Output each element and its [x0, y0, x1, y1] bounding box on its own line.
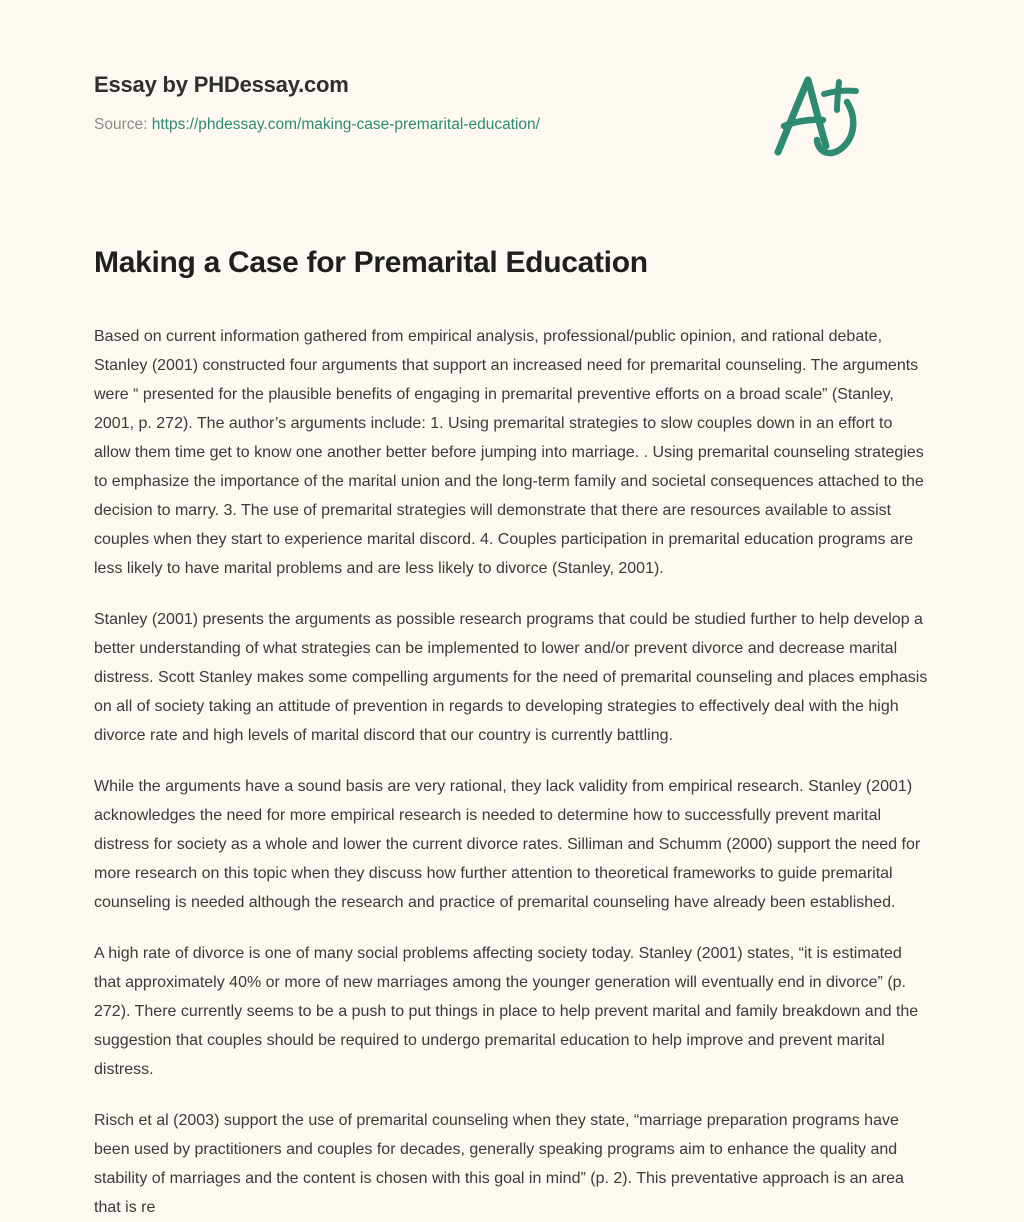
essay-body: [0, 322, 1024, 1222]
page-title: Making a Case for Premarital Education: [94, 246, 648, 279]
source-url-link[interactable]: https://phdessay.com/making-case-premarital-education/: [151, 116, 540, 134]
source-label: Source:: [94, 116, 148, 134]
essay-paragraph: Based on current information gathered from empirical analysis, professional/public opinion, and rational debate, Stanley (2001) constructed four arguments that support an increased need for premarital counseling. The arguments were “ presented for the plausible benefits of engaging in premarital preventive efforts on a broad scale” (Stanley, 2001, p. 272). The author’s arguments include: 1. Using premarital strategies to slow couples down in an effort to allow them time get to know one another better before jumping into marriage. . Using premarital counseling strategies to emphasize the importance of the marital union and the long-term family and societal consequences attached to the decision to marry. 3. The use of premarital strategies will demonstrate that there are resources available to assist couples when they start to experience marital discord. 4. Couples participation in premarital education programs are less likely to have marital problems and are less likely to divorce (Stanley, 2001).: [94, 327, 924, 577]
essay-paragraph: Risch et al (2003) support the use of premarital counseling when they state, “marriage preparation programs have been used by practitioners and couples for decades, generally speaking programs aim to enhance the quality and stability of marriages and the content is chosen with this goal in mind” (p. 2). This preventative approach is an area that is re: [94, 1111, 904, 1216]
header-left-group: [94, 72, 540, 135]
essay-paragraph: Stanley (2001) presents the arguments as possible research programs that could be studied further to help develop a better understanding of what strategies can be implemented to lower and/or prevent divorce and decrease marital distress. Scott Stanley makes some compelling arguments for the need of premarital counseling and places emphasis on all of society taking an attitude of prevention in regards to developing strategies to effectively deal with the high divorce rate and high levels of marital discord that our country is currently battling.: [94, 610, 928, 744]
page-header: [0, 0, 1024, 168]
essay-paragraph: While the arguments have a sound basis are very rational, they lack validity from empirical research. Stanley (2001) acknowledges the need for more empirical research is needed to determine how to successfully prevent marital distress for society as a whole and lower the current divorce rates. Silliman and Schumm (2000) support the need for more research on this topic when they discuss how further attention to theoretical frameworks to guide premarital counseling is needed although the research and practice of premarital counseling have already been established.: [94, 777, 921, 911]
a-plus-logo: [764, 64, 868, 168]
brand-title: Essay by PHDessay.com: [94, 72, 349, 97]
essay-paragraph: A high rate of divorce is one of many social problems affecting society today. Stanley (2001) states, “it is estimated that approximately 40% or more of new marriages among the younger generation will eventually end in divorce” (p. 272). There currently seems to be a push to put things in place to help prevent marital and family breakdown and the suggestion that couples should be required to undergo premarital education to help improve and prevent marital distress.: [94, 944, 919, 1078]
a-plus-logo-icon: [764, 64, 868, 168]
source-line: [94, 116, 540, 135]
